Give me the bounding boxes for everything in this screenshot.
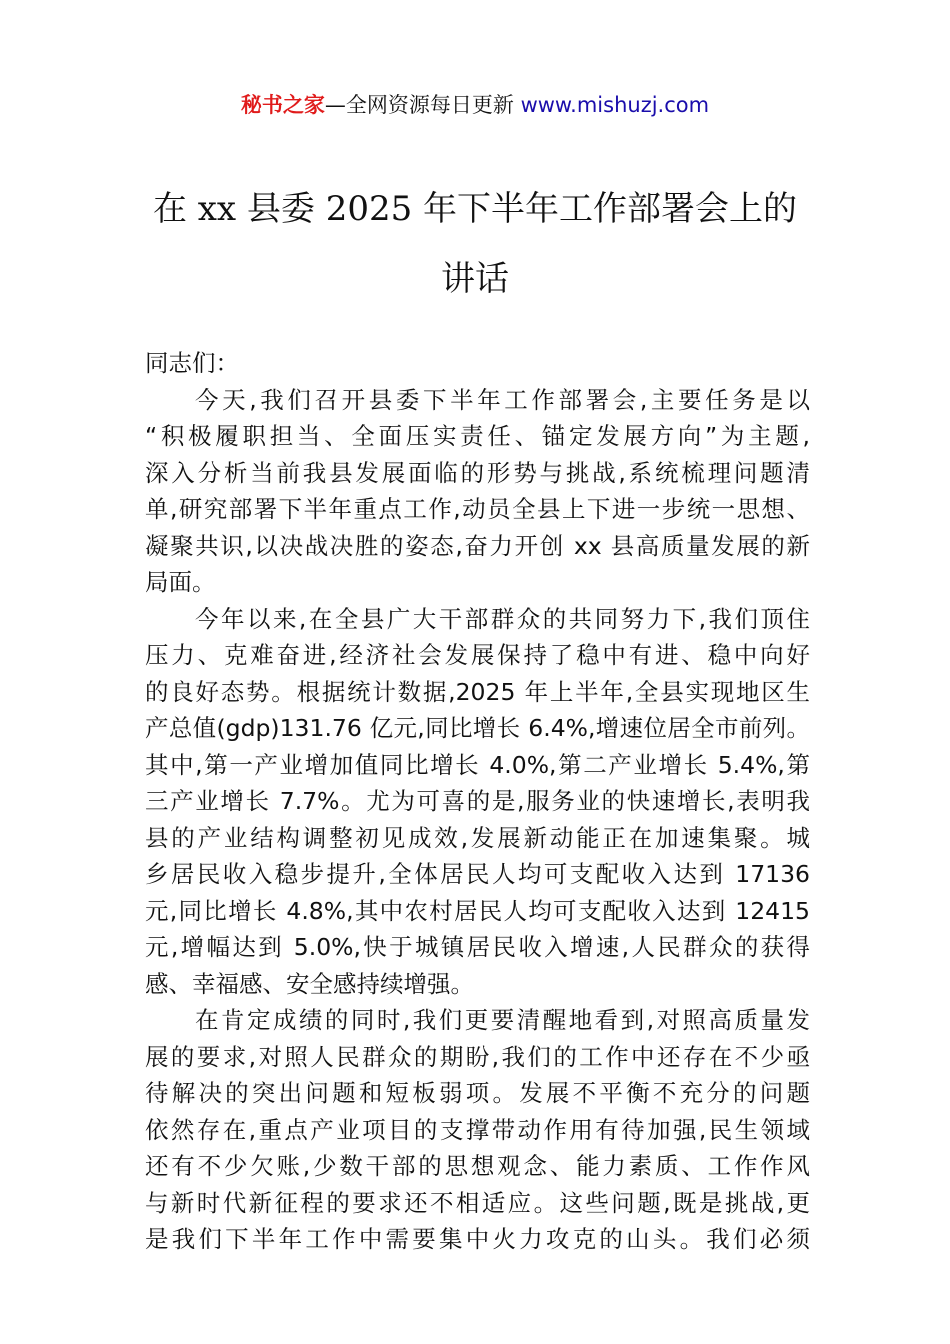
paragraph-1-line: 凝聚共识,以决战决胜的姿态,奋力开创 xx 县高质量发展的新 bbox=[145, 531, 810, 560]
site-tagline: —全网资源每日更新 bbox=[324, 93, 521, 117]
paragraph-2-line: 元,同比增长 4.8%,其中农村居民人均可支配收入达到 12415 bbox=[145, 896, 810, 925]
paragraph-2-line: 乡居民收入稳步提升,全体居民人均可支配收入达到 17136 bbox=[145, 860, 810, 888]
paragraph-3-line: 展的要求,对照人民群众的期盼,我们的工作中还存在不少亟 bbox=[145, 1042, 810, 1071]
paragraph-2-line: 的良好态势。根据统计数据,2025 年上半年,全县实现地区生 bbox=[145, 677, 810, 706]
paragraph-1-line: 局面。 bbox=[145, 568, 216, 596]
paragraph-2-line: 其中,第一产业增加值同比增长 4.0%,第二产业增长 5.4%,第 bbox=[145, 750, 810, 779]
site-header-banner bbox=[0, 88, 950, 122]
paragraph-3-line: 还有不少欠账,少数干部的思想观念、能力素质、工作作风 bbox=[145, 1152, 810, 1180]
paragraph-2-line: 压力、克难奋进,经济社会发展保持了稳中有进、稳中向好 bbox=[145, 641, 810, 669]
paragraph-2-line: 元,增幅达到 5.0%,快于城镇居民收入增速,人民群众的获得 bbox=[145, 933, 810, 961]
site-brand: 秘书之家 bbox=[240, 93, 325, 117]
paragraph-2-line: 今年以来,在全县广大干部群众的共同努力下,我们顶住 bbox=[195, 604, 810, 633]
paragraph-3-line: 是我们下半年工作中需要集中火力攻克的山头。我们必须 bbox=[145, 1225, 810, 1253]
site-url-link[interactable]: www.mishuzj.com bbox=[520, 93, 710, 117]
paragraph-1-line: 单,研究部署下半年重点工作,动员全县上下进一步统一思想、 bbox=[145, 495, 810, 523]
paragraph-1-line: 深入分析当前我县发展面临的形势与挑战,系统梳理问题清 bbox=[145, 458, 810, 487]
paragraph-3-line: 在肯定成绩的同时,我们更要清醒地看到,对照高质量发 bbox=[195, 1006, 810, 1034]
document-title-line-2: 讲话 bbox=[441, 259, 509, 299]
paragraph-3-line: 依然存在,重点产业项目的支撑带动作用有待加强,民生领域 bbox=[145, 1115, 810, 1144]
paragraph-1-line: “积极履职担当、全面压实责任、锚定发展方向”为主题, bbox=[145, 422, 810, 450]
document-title-line-1: 在 xx 县委 2025 年下半年工作部署会上的 bbox=[152, 189, 798, 229]
paragraph-2-line: 感、幸福感、安全感持续增强。 bbox=[145, 969, 474, 998]
paragraph-3-line: 与新时代新征程的要求还不相适应。这些问题,既是挑战,更 bbox=[145, 1188, 810, 1217]
salutation: 同志们： bbox=[145, 349, 239, 377]
paragraph-2-line: 县的产业结构调整初见成效,发展新动能正在加速集聚。城 bbox=[145, 823, 810, 852]
paragraph-2-line: 产总值(gdp)131.76 亿元,同比增长 6.4%,增速位居全市前列。 bbox=[145, 714, 810, 742]
document-body bbox=[145, 345, 810, 1258]
paragraph-3-line: 待解决的突出问题和短板弱项。发展不平衡不充分的问题 bbox=[145, 1079, 810, 1107]
paragraph-1-line: 今天,我们召开县委下半年工作部署会,主要任务是以 bbox=[195, 385, 810, 414]
paragraph-2-line: 三产业增长 7.7%。尤为可喜的是,服务业的快速增长,表明我 bbox=[145, 787, 810, 815]
